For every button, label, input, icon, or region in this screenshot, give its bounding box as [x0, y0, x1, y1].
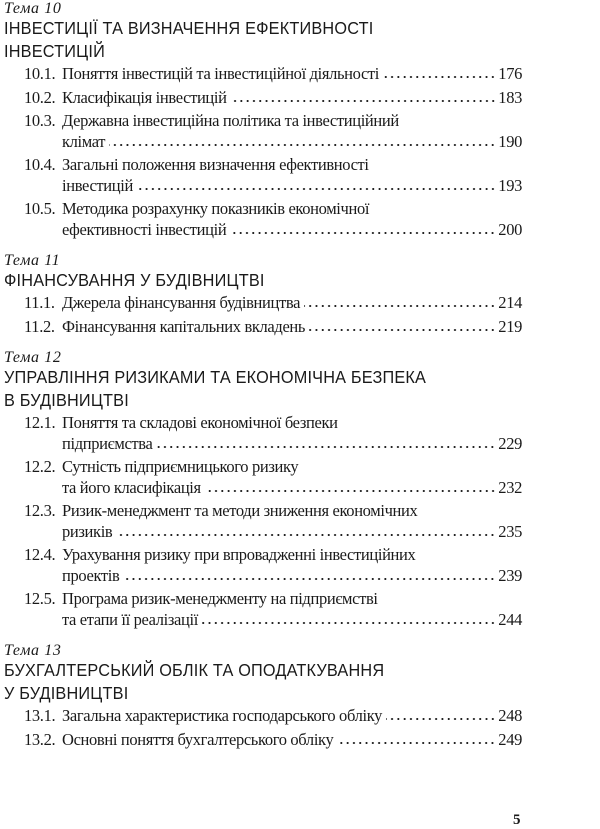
toc-entry	[4, 706, 522, 727]
entry-title-line: Урахування ризику при впровадженні інвестиційних	[62, 545, 416, 564]
entry-page: 239	[498, 565, 522, 585]
topic-title: УПРАВЛІННЯ РИЗИКАМИ ТА ЕКОНОМІЧНА БЕЗПЕКА	[4, 367, 427, 387]
entry-number: 10.1.	[24, 64, 56, 83]
leader-dots	[137, 187, 496, 191]
entry-title-line: Ризик-менеджмент та методи зниження економічних	[62, 501, 418, 520]
entry-page: 249	[498, 729, 522, 749]
toc-entry	[4, 199, 522, 240]
entry-page: 235	[498, 521, 522, 541]
toc-entry	[4, 457, 522, 498]
entry-title-line: Державна інвестиційна політика та інвестиційний	[62, 111, 399, 130]
topic-section	[4, 642, 522, 750]
topic-title: ІНВЕСТИЦІЙ	[4, 41, 105, 61]
entry-number: 13.1.	[24, 706, 56, 725]
topic-section	[4, 0, 522, 240]
toc-entry	[4, 501, 522, 542]
toc-entry	[4, 413, 522, 454]
entry-page: 219	[498, 316, 522, 336]
entry-last-line	[62, 220, 522, 241]
entry-page: 244	[498, 609, 522, 629]
leader-dots	[304, 304, 496, 308]
entry-last-line	[62, 610, 522, 631]
leader-dots	[386, 717, 496, 721]
entry-number: 12.4.	[24, 545, 56, 564]
entry-title-line: Класифікація інвестицій	[62, 87, 227, 107]
entry-number: 11.2.	[24, 316, 55, 336]
topic-title: ФІНАНСУВАННЯ У БУДІВНИЦТВІ	[4, 270, 265, 290]
topic-label: Тема 13	[4, 642, 62, 659]
leader-dots	[205, 489, 496, 493]
topic-title: У БУДІВНИЦТВІ	[4, 683, 129, 703]
toc-entry	[4, 545, 522, 586]
entry-body	[62, 64, 522, 85]
entry-number: 10.2.	[24, 87, 56, 107]
toc-entry	[4, 589, 522, 630]
entry-title-line: інвестицій	[62, 175, 133, 195]
entry-number: 13.2.	[24, 729, 56, 749]
toc-entry	[4, 317, 522, 338]
entry-number: 10.5.	[24, 199, 56, 218]
entry-body	[62, 706, 522, 727]
entry-title-line: Поняття та складові економічної безпеки	[62, 413, 338, 432]
topic-title: В БУДІВНИЦТВІ	[4, 390, 129, 410]
entry-number: 12.1.	[24, 413, 56, 432]
toc-entry	[4, 730, 522, 751]
topic-title: ІНВЕСТИЦІЇ ТА ВИЗНАЧЕННЯ ЕФЕКТИВНОСТІ	[4, 18, 374, 38]
entry-body	[62, 88, 522, 109]
entry-title-line: Загальні положення визначення ефективності	[62, 155, 369, 174]
entry-last-line	[62, 730, 522, 751]
toc-entry	[4, 64, 522, 85]
entry-last-line	[62, 88, 522, 109]
entry-number: 10.4.	[24, 155, 56, 174]
entry-body	[62, 457, 522, 498]
entry-title-line: підприємства	[62, 433, 153, 453]
leader-dots	[202, 621, 496, 625]
topic-section	[4, 252, 522, 337]
entry-last-line	[62, 176, 522, 197]
entry-title-line: Програма ризик-менеджменту на підприємстві	[62, 589, 378, 608]
leader-dots	[109, 143, 496, 147]
entry-body	[62, 111, 522, 152]
entry-page: 232	[498, 477, 522, 497]
entry-page: 183	[498, 87, 522, 107]
entry-last-line	[62, 478, 522, 499]
entry-page: 248	[498, 706, 522, 725]
entry-body	[62, 317, 522, 338]
entry-title-line: клімат	[62, 131, 106, 151]
entry-title-line: Методика розрахунку показників економічної	[62, 199, 370, 218]
topic-label: Тема 11	[4, 252, 61, 269]
entry-page: 229	[498, 433, 522, 453]
entry-number: 11.1.	[24, 293, 55, 312]
entry-last-line	[62, 706, 522, 727]
entry-body	[62, 155, 522, 196]
leader-dots	[231, 99, 496, 103]
toc-entry	[4, 111, 522, 152]
entry-number: 12.3.	[24, 501, 56, 520]
leader-dots	[123, 577, 496, 581]
leader-dots	[383, 75, 496, 79]
leader-dots	[156, 445, 496, 449]
leader-dots	[230, 231, 496, 235]
entry-number: 10.3.	[24, 111, 56, 130]
topic-label: Тема 12	[4, 349, 62, 366]
entry-title-line: Поняття інвестицій та інвестиційної діяльності	[62, 64, 380, 83]
entry-last-line	[62, 434, 522, 455]
entry-title-line: Сутність підприємницького ризику	[62, 457, 299, 476]
entry-body	[62, 413, 522, 454]
entry-body	[62, 293, 522, 314]
leader-dots	[309, 328, 496, 332]
entry-title-line: та етапи її реалізації	[62, 609, 198, 629]
leader-dots	[116, 533, 496, 537]
entry-page: 193	[498, 175, 522, 195]
entry-title-line: ризиків	[62, 521, 113, 541]
entry-title-line: Основні поняття бухгалтерського обліку	[62, 729, 334, 749]
page-number: 5	[513, 812, 521, 828]
toc-entry	[4, 155, 522, 196]
entry-page: 200	[498, 219, 522, 239]
topic-label: Тема 10	[4, 0, 62, 17]
entry-page: 190	[498, 131, 522, 151]
toc-entry	[4, 293, 522, 314]
entry-title-line: та його класифікація	[62, 477, 201, 497]
entry-last-line	[62, 293, 522, 314]
leader-dots	[337, 741, 496, 745]
entry-last-line	[62, 566, 522, 587]
entry-title-line: Фінансування капітальних вкладень	[62, 316, 306, 336]
entry-body	[62, 199, 522, 240]
entry-page: 214	[498, 293, 522, 312]
entry-last-line	[62, 64, 522, 85]
entry-body	[62, 589, 522, 630]
table-of-contents	[4, 0, 522, 762]
entry-title-line: Джерела фінансування будівництва	[62, 293, 301, 312]
entry-title-line: ефективності інвестицій	[62, 219, 227, 239]
entry-number: 12.2.	[24, 457, 56, 476]
entry-body	[62, 545, 522, 586]
topic-title: БУХГАЛТЕРСЬКИЙ ОБЛІК ТА ОПОДАТКУВАННЯ	[4, 660, 385, 680]
entry-page: 176	[498, 64, 522, 83]
entry-body	[62, 730, 522, 751]
topic-section	[4, 349, 522, 630]
entry-last-line	[62, 522, 522, 543]
entry-number: 12.5.	[24, 589, 56, 608]
entry-title-line: проектів	[62, 565, 120, 585]
entry-body	[62, 501, 522, 542]
toc-entry	[4, 88, 522, 109]
entry-last-line	[62, 317, 522, 338]
entry-title-line: Загальна характеристика господарського обліку	[62, 706, 383, 725]
entry-last-line	[62, 132, 522, 153]
